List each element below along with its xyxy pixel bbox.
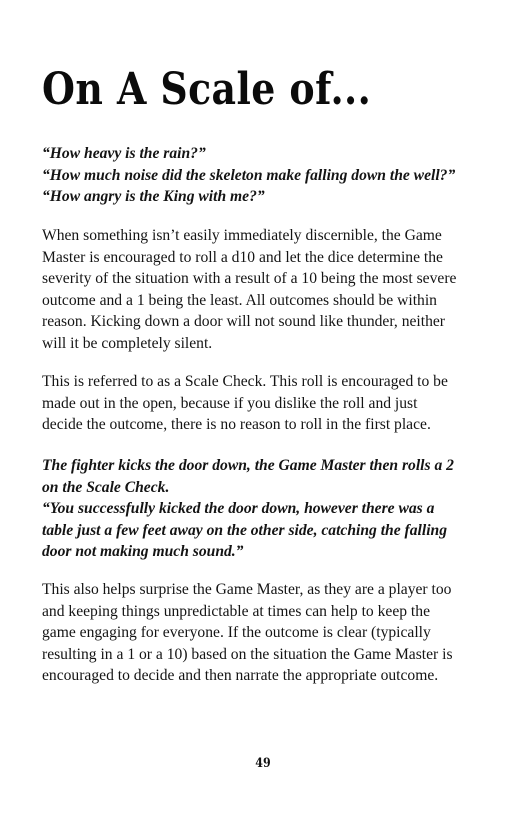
- page-number: 49: [255, 756, 271, 771]
- quote-line: “How heavy is the rain?”: [42, 145, 206, 162]
- text-line: This also helps surprise the Game Master, as they are a player too: [42, 581, 452, 598]
- quote-line: “How angry is the King with me?”: [42, 188, 265, 205]
- quote-line: “How much noise did the skeleton make falling down the well?”: [42, 166, 456, 184]
- paragraph-surprise: [42, 579, 488, 687]
- text-line: decide the outcome, there is no reason to roll in the first place.: [42, 416, 431, 433]
- example-line: The fighter kicks the door down, the Game Master then rolls a 2: [42, 457, 454, 474]
- paragraph-scale-intro: [42, 225, 488, 354]
- text-line: When something isn’t easily immediately discernible, the Game: [42, 227, 442, 244]
- text-line: made out in the open, because if you dislike the roll and just: [42, 394, 418, 412]
- text-line: This is referred to as a Scale Check. This roll is encouraged to be: [42, 373, 448, 390]
- example-line: table just a few feet away on the other side, catching the falling: [42, 521, 447, 539]
- example-line: door not making much sound.”: [42, 543, 244, 560]
- text-line: encouraged to decide and then narrate the appropriate outcome.: [42, 667, 439, 684]
- text-line: outcome and a 1 being the least. All outcomes should be within: [42, 291, 437, 309]
- example-block: [42, 455, 488, 563]
- example-quotes: [42, 143, 488, 208]
- text-line: Master is encouraged to roll a d10 and let the dice determine the: [42, 248, 443, 266]
- text-line: resulting in a 1 or a 10) based on the situation the Game Master is: [42, 645, 453, 663]
- paragraph-scale-check: [42, 371, 488, 436]
- text-line: and keeping things unpredictable at times can help to keep the: [42, 602, 430, 620]
- example-line: on the Scale Check.: [42, 478, 170, 496]
- page-title: On A Scale of...: [42, 64, 372, 115]
- text-line: reason. Kicking down a door will not sound like thunder, neither: [42, 313, 446, 330]
- text-line: will it be completely silent.: [42, 334, 213, 352]
- text-line: game engaging for everyone. If the outcome is clear (typically: [42, 624, 431, 641]
- text-line: severity of the situation with a result of a 10 being the most severe: [42, 270, 457, 287]
- example-line: “You successfully kicked the door down, however there was a: [42, 500, 435, 517]
